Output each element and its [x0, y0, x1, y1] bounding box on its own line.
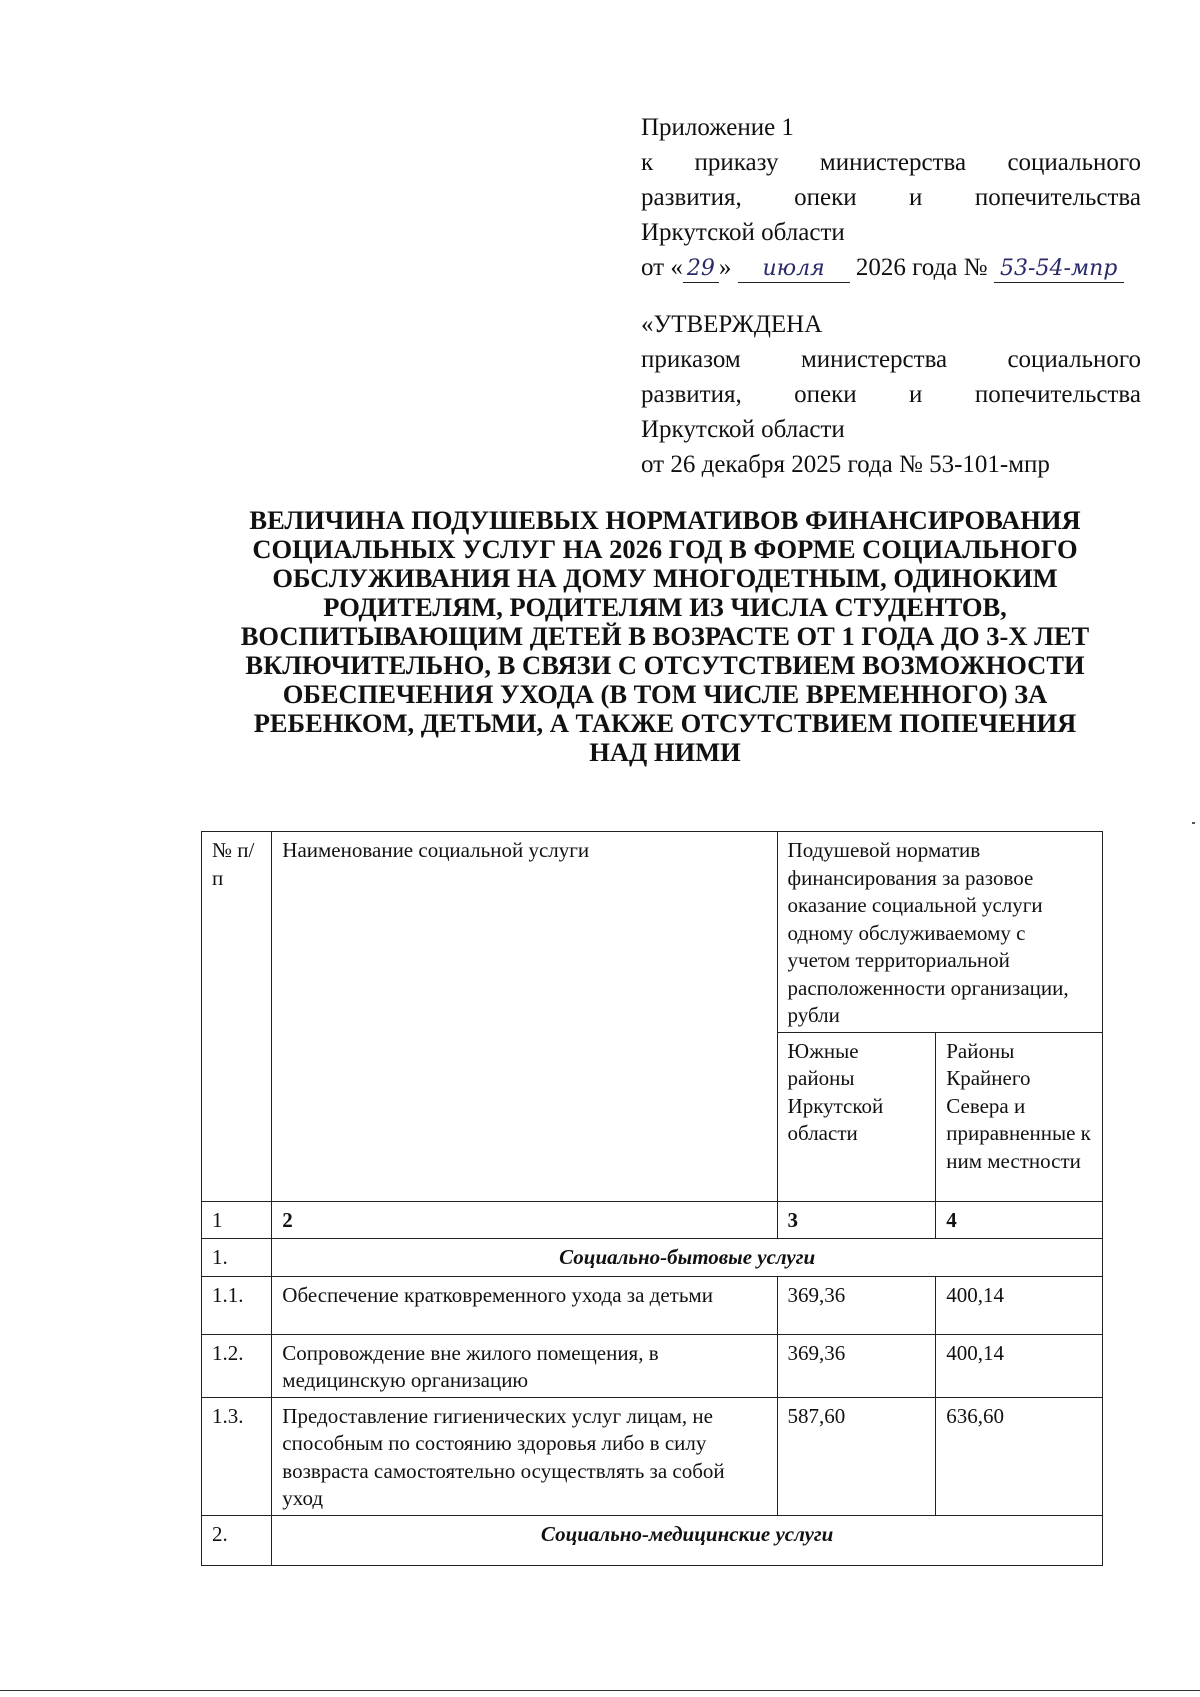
row-south: 587,60 — [777, 1397, 936, 1515]
col-number: 4 — [936, 1201, 1103, 1238]
title-line: ВОСПИТЫВАЮЩИМ ДЕТЕЙ В ВОЗРАСТЕ ОТ 1 ГОДА ДО 3-Х ЛЕТ — [240, 621, 1090, 651]
order-line-1: к приказу министерства социального — [641, 149, 1141, 176]
section-row — [202, 1238, 1103, 1276]
header-num: № п/п — [202, 832, 272, 1202]
row-south: 369,36 — [777, 1276, 936, 1334]
row-north: 400,14 — [936, 1334, 1103, 1397]
title-line: ОБСЛУЖИВАНИЯ НА ДОМУ МНОГОДЕТНЫМ, ОДИНОКИМ — [272, 563, 1058, 593]
row-name: Обеспечение кратковременного ухода за детьми — [272, 1276, 777, 1334]
table-row — [202, 1397, 1103, 1515]
table-row — [202, 1276, 1103, 1334]
section-title: Социально-бытовые услуги — [272, 1238, 1103, 1276]
appendix-label: Приложение 1 — [641, 114, 794, 141]
title-line: ВКЛЮЧИТЕЛЬНО, В СВЯЗИ С ОТСУТСТВИЕМ ВОЗМОЖНОСТИ — [245, 650, 1085, 680]
row-num: 1.1. — [202, 1276, 272, 1334]
row-name: Предоставление гигиенических услуг лицам, не способным по состоянию здоровья либо в силу возвраста самостоятельно осуществлять за собой уход — [272, 1397, 777, 1515]
section-num: 2. — [202, 1515, 272, 1565]
row-num: 1.2. — [202, 1334, 272, 1397]
approved-line-3: Иркутской области — [641, 416, 845, 443]
date-year: 2026 года № — [855, 254, 988, 281]
approved-line-4: от 26 декабря 2025 года № 53-101-мпр — [641, 451, 1050, 478]
row-north: 636,60 — [936, 1397, 1103, 1515]
row-north: 400,14 — [936, 1276, 1103, 1334]
handwritten-month: июля — [738, 256, 850, 283]
handwritten-day: 29 — [683, 256, 719, 283]
title-line: СОЦИАЛЬНЫХ УСЛУГ НА 2026 ГОД В ФОРМЕ СОЦИАЛЬНОГО — [252, 534, 1078, 564]
order-date-line — [641, 250, 1141, 285]
col-number: 3 — [777, 1201, 936, 1238]
table-row — [202, 1334, 1103, 1397]
title-line: ОБЕСПЕЧЕНИЯ УХОДА (В ТОМ ЧИСЛЕ ВРЕМЕННОГО) ЗА — [282, 679, 1048, 709]
order-line-3: Иркутской области — [641, 219, 845, 246]
column-number-row — [202, 1201, 1103, 1238]
approved-line-1: приказом министерства социального — [641, 346, 1141, 373]
approved-label: «УТВЕРЖДЕНА — [641, 311, 823, 338]
row-name: Сопровождение вне жилого помещения, в медицинскую организацию — [272, 1334, 777, 1397]
header-name: Наименование социальной услуги — [272, 832, 777, 1202]
handwritten-order-number: 53-54-мпр — [994, 256, 1124, 283]
approved-line-2: развития, опеки и попечительства — [641, 381, 1141, 408]
order-line-2: развития, опеки и попечительства — [641, 184, 1141, 211]
date-day-close: » — [718, 254, 732, 281]
header-norm: Подушевой норматив финансирования за разовое оказание социальной услуги одному обслуживаемому с учетом территориальной расположенности организации, рубли — [777, 832, 1102, 1033]
date-prefix: от « — [641, 254, 683, 281]
col-number: 1 — [202, 1201, 272, 1238]
col-number: 2 — [272, 1201, 777, 1238]
header-north: Районы Крайнего Севера и приравненные к ним местности — [936, 1032, 1103, 1201]
scan-edge-line — [0, 1690, 1200, 1691]
document-title — [190, 506, 1140, 767]
row-num: 1.3. — [202, 1397, 272, 1515]
title-line: ВЕЛИЧИНА ПОДУШЕВЫХ НОРМАТИВОВ ФИНАНСИРОВАНИЯ — [249, 505, 1081, 535]
title-line: РЕБЕНКОМ, ДЕТЬМИ, А ТАКЖЕ ОТСУТСТВИЕМ ПОПЕЧЕНИЯ — [253, 708, 1077, 738]
scan-speck — [1192, 822, 1195, 824]
section-title: Социально-медицинские услуги — [272, 1515, 1103, 1565]
approval-header — [641, 110, 1141, 482]
row-south: 369,36 — [777, 1334, 936, 1397]
normatives-table — [201, 831, 1103, 1566]
section-num: 1. — [202, 1238, 272, 1276]
header-south: Южные районы Иркутской области — [777, 1032, 936, 1201]
title-line: НАД НИМИ — [589, 737, 741, 767]
title-line: РОДИТЕЛЯМ, РОДИТЕЛЯМ ИЗ ЧИСЛА СТУДЕНТОВ, — [323, 592, 1007, 622]
section-row — [202, 1515, 1103, 1565]
table-header-row — [202, 832, 1103, 1033]
